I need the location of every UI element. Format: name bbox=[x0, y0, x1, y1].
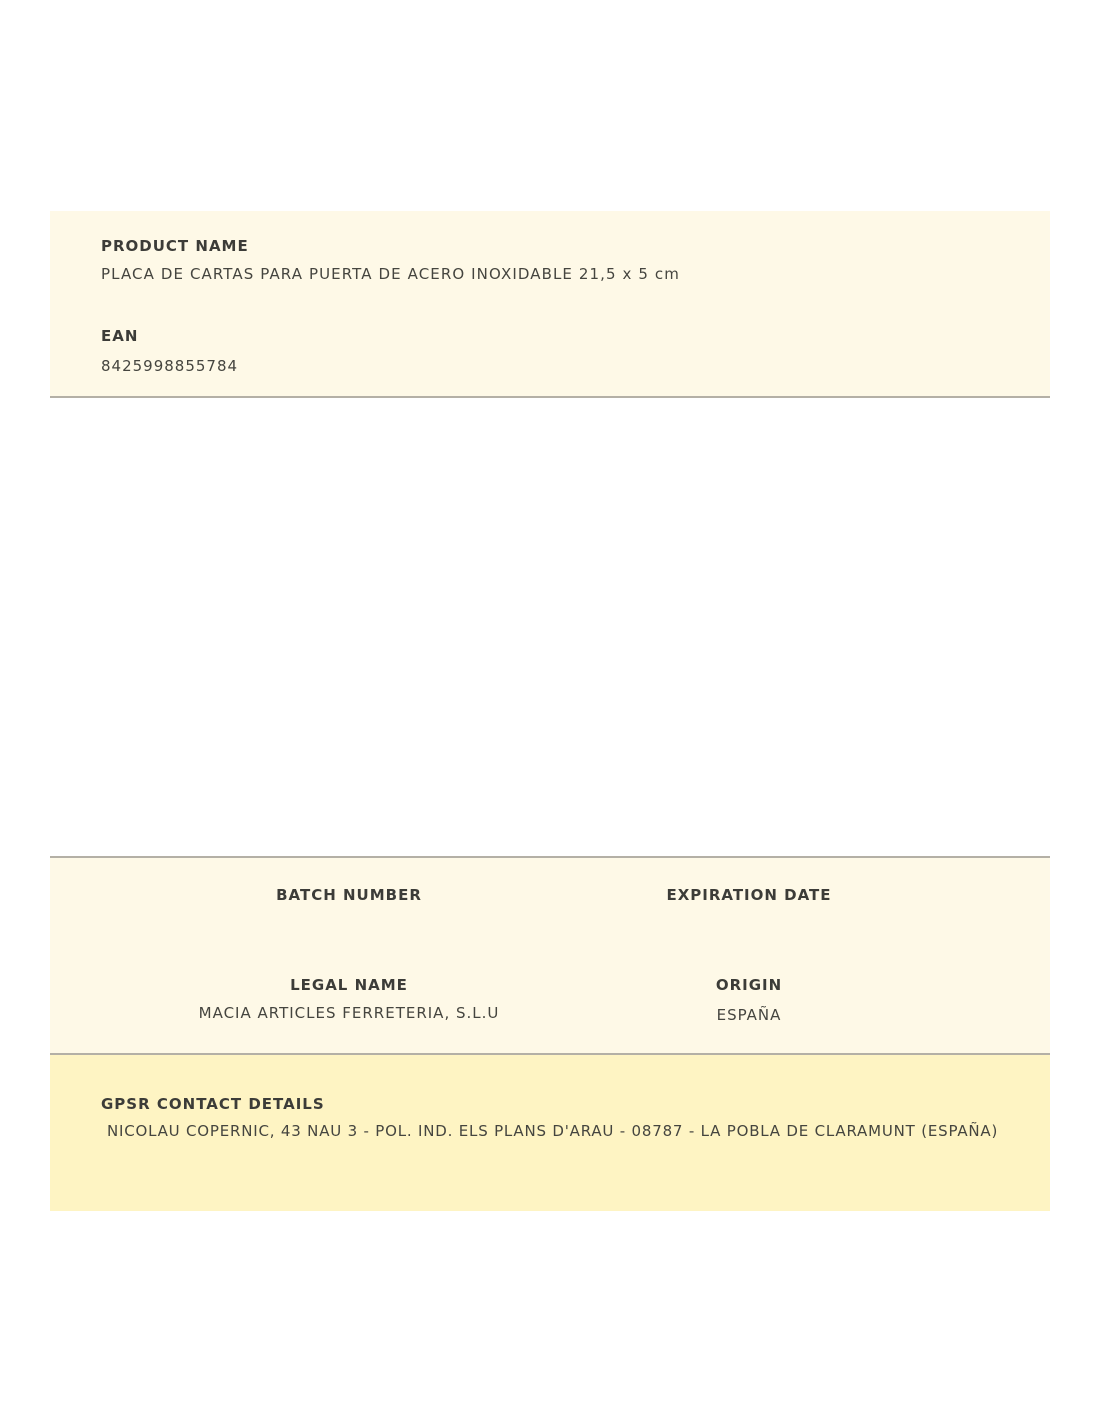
gpsr-contact-panel bbox=[50, 1055, 1050, 1211]
origin-label: ORIGIN bbox=[715, 976, 783, 994]
gpsr-contact-address: NICOLAU COPERNIC, 43 NAU 3 - POL. IND. ELS PLANS D'ARAU - 08787 - LA POBLA DE CLARAMUNT (ESPAÑA) bbox=[107, 1122, 999, 1140]
batch-number-label: BATCH NUMBER bbox=[276, 886, 422, 904]
ean-label: EAN bbox=[101, 327, 139, 345]
product-details-panel bbox=[50, 856, 1050, 1055]
legal-name-label: LEGAL NAME bbox=[290, 976, 408, 994]
product-info-panel bbox=[50, 211, 1050, 398]
ean-value: 8425998855784 bbox=[101, 357, 239, 375]
product-name-value: PLACA DE CARTAS PARA PUERTA DE ACERO INOXIDABLE 21,5 x 5 cm bbox=[101, 265, 680, 283]
legal-name-value: MACIA ARTICLES FERRETERIA, S.L.U bbox=[198, 1004, 500, 1022]
origin-value: ESPAÑA bbox=[716, 1006, 782, 1024]
gpsr-contact-label: GPSR CONTACT DETAILS bbox=[101, 1095, 325, 1113]
product-name-label: PRODUCT NAME bbox=[101, 237, 249, 255]
expiration-date-label: EXPIRATION DATE bbox=[666, 886, 832, 904]
